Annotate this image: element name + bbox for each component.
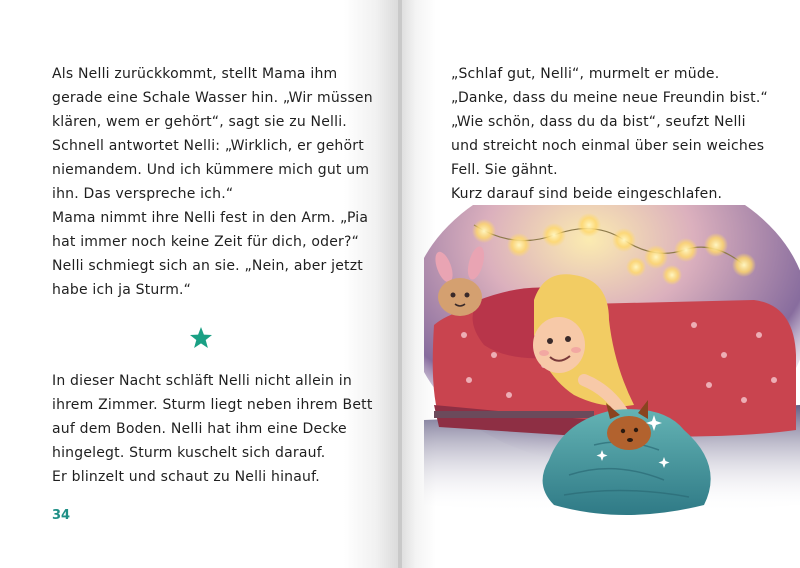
page-number: 34 bbox=[52, 508, 71, 523]
text-line: Als Nelli zurückkommt, stellt Mama ihm bbox=[52, 66, 338, 82]
text-line: und streicht noch einmal über sein weiches bbox=[451, 138, 765, 154]
text-line: „Danke, dass du meine neue Freundin bist.“ bbox=[451, 90, 768, 106]
text-line: ihn. Das verspreche ich.“ bbox=[52, 186, 234, 202]
text-line: niemandem. Und ich kümmere mich gut um bbox=[52, 162, 370, 178]
text-line: Fell. Sie gähnt. bbox=[451, 162, 558, 178]
text-line: „Wie schön, dass du da bist“, seufzt Nelli bbox=[451, 114, 746, 130]
left-paragraph-2 bbox=[52, 369, 373, 489]
text-line: auf dem Boden. Nelli hat ihm eine Decke bbox=[52, 421, 347, 437]
right-paragraph-1 bbox=[451, 62, 768, 206]
left-paragraph-1 bbox=[52, 62, 373, 302]
star-icon bbox=[189, 326, 213, 350]
text-line: hat immer noch keine Zeit für dich, oder?“ bbox=[52, 234, 360, 250]
text-line: klären, wem er gehört“, sagt sie zu Nelli. bbox=[52, 114, 347, 130]
text-line: habe ich ja Sturm.“ bbox=[52, 282, 192, 298]
text-line: Nelli schmiegt sich an sie. „Nein, aber jetzt bbox=[52, 258, 363, 274]
text-line: „Schlaf gut, Nelli“, murmelt er müde. bbox=[451, 66, 720, 82]
text-line: ihrem Zimmer. Sturm liegt neben ihrem Bett bbox=[52, 397, 373, 413]
text-line: gerade eine Schale Wasser hin. „Wir müssen bbox=[52, 90, 373, 106]
text-line: Kurz darauf sind beide eingeschlafen. bbox=[451, 186, 723, 202]
text-line: hingelegt. Sturm kuschelt sich darauf. bbox=[52, 445, 326, 461]
text-line: Er blinzelt und schaut zu Nelli hinauf. bbox=[52, 469, 320, 485]
bed-rail bbox=[434, 411, 594, 418]
text-line: Schnell antwortet Nelli: „Wirklich, er gehört bbox=[52, 138, 364, 154]
book-gutter bbox=[398, 0, 402, 568]
bedtime-illustration bbox=[424, 205, 800, 528]
girl-face bbox=[533, 317, 585, 373]
text-line: Mama nimmt ihre Nelli fest in den Arm. „Pia bbox=[52, 210, 369, 226]
text-line: In dieser Nacht schläft Nelli nicht allein in bbox=[52, 373, 352, 389]
